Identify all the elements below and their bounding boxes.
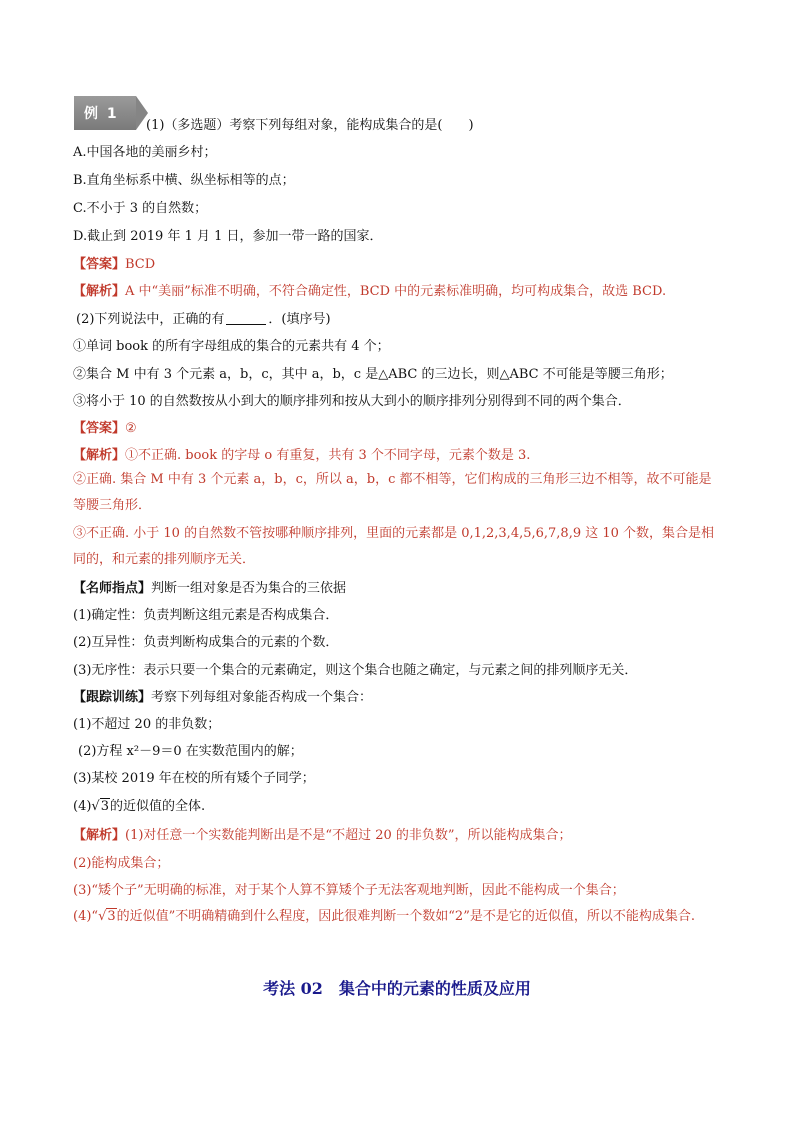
tips-item-3: (3)无序性：表示只要一个集合的元素确定，则这个集合也随之确定，与元素之间的排列顺序无关．: [73, 663, 638, 678]
q1-analysis-tag: 【解析】: [73, 284, 126, 299]
q2-answer-value: ②: [125, 421, 137, 436]
practice-item-4: [73, 798, 205, 816]
practice-analysis-4-prefix: (4)“: [73, 909, 99, 924]
q1-answer-tag: 【答案】: [73, 257, 126, 272]
q2-answer-blank: [226, 324, 266, 325]
practice-analysis-1: [73, 827, 572, 845]
q1-answer-value: BCD: [125, 257, 156, 272]
practice-analysis-tag: 【解析】: [73, 828, 126, 843]
q2-analysis-3: ③不正确. 小于 10 的自然数不管按哪种顺序排列，里面的元素都是 0,1,2,3,4,5,6,7,8,9 这 10 个数，集合是相同的，和元素的排列顺序无关．: [73, 526, 715, 567]
practice-item-2: (2)方程 x²－9＝0 在实数范围内的解；: [78, 744, 303, 759]
q1-analysis-text: A 中“美丽”标准不明确，不符合确定性，BCD 中的元素标准明确，均可构成集合，故选 BCD.: [125, 284, 667, 299]
practice-analysis-2: (2)能构成集合；: [73, 856, 170, 871]
practice-item-4-suffix: 的近似值的全体.: [110, 799, 206, 814]
sqrt-radicand: 3: [100, 799, 109, 814]
sqrt-radical-sign-analysis: √: [98, 909, 107, 924]
q2-stem-start: (2)下列说法中，正确的有: [76, 312, 225, 327]
q2-answer-tag: 【答案】: [73, 421, 126, 436]
sqrt-radical-sign: √: [91, 799, 100, 814]
q1-option-c: C.不小于 3 的自然数；: [73, 201, 208, 216]
sqrt-expression: [91, 798, 110, 816]
q2-analysis-tag: 【解析】: [73, 448, 126, 463]
q2-analysis-1: [73, 447, 530, 465]
sqrt-expression-analysis: [98, 904, 117, 930]
tips-item-2: (2)互异性：负责判断构成集合的元素的个数．: [73, 635, 339, 650]
q1-option-b: B.直角坐标系中横、纵坐标相等的点；: [73, 173, 295, 188]
q1-option-d: D.截止到 2019 年 1 月 1 日，参加一带一路的国家．: [73, 229, 383, 244]
q2-analysis-2: ②正确. 集合 M 中有 3 个元素 a，b，c，所以 a，b，c 都不相等，它们构成的三角形三边不相等，故不可能是等腰三角形．: [73, 472, 712, 513]
tips-tag: 【名师指点】: [73, 581, 152, 596]
practice-heading: [73, 689, 372, 707]
q2-item-3: ③将小于 10 的自然数按从小到大的顺序排列和按从大到小的顺序排列分别得到不同的两个集合．: [73, 394, 631, 409]
q2-item-1: ①单词 book 的所有字母组成的集合的元素共有 4 个；: [73, 339, 390, 354]
sqrt-radicand-analysis: 3: [107, 909, 116, 924]
tips-heading: [73, 580, 346, 598]
practice-stem: 考察下列每组对象能否构成一个集合：: [151, 690, 373, 705]
section-title: 考法 02 集合中的元素的性质及应用: [263, 979, 531, 998]
badge-label: 例 1: [84, 106, 119, 122]
tips-item-1: (1)确定性：负责判断这组元素是否构成集合．: [73, 608, 339, 623]
practice-item-4-prefix: (4): [73, 799, 92, 814]
practice-analysis-4-suffix: 的近似值”不明确精确到什么程度，因此很难判断一个数如“2”是不是它的近似值，所以不能构成集合.: [116, 909, 695, 924]
q1-answer: [73, 256, 155, 274]
q2-item-2: ②集合 M 中有 3 个元素 a，b，c，其中 a，b，c 是△ABC 的三边长，则△ABC 不可能是等腰三角形；: [73, 367, 673, 382]
q2-stem-end: ．(填序号): [268, 312, 331, 327]
practice-item-1: (1)不超过 20 的非负数；: [73, 717, 221, 732]
practice-item-3: (3)某校 2019 年在校的所有矮个子同学；: [73, 771, 315, 786]
practice-analysis-4: [73, 904, 723, 930]
q1-option-a: A.中国各地的美丽乡村；: [73, 145, 217, 160]
q2-analysis-text-1: ①不正确. book 的字母 o 有重复，共有 3 个不同字母，元素个数是 3.: [125, 448, 531, 463]
q1-analysis: [73, 283, 666, 301]
example-badge: [74, 96, 148, 130]
practice-tag: 【跟踪训练】: [73, 690, 152, 705]
q2-stem: [76, 311, 331, 329]
tips-title: 判断一组对象是否为集合的三依据: [151, 581, 347, 596]
practice-analysis-3: (3)“矮个子”无明确的标准，对于某个人算不算矮个子无法客观地判断，因此不能构成一个集合；: [73, 883, 625, 898]
q2-answer: [73, 420, 137, 438]
q1-stem: (1)（多选题）考察下列每组对象，能构成集合的是( ): [146, 118, 474, 133]
practice-analysis-text-1: (1)对任意一个实数能判断出是不是“不超过 20 的非负数”，所以能构成集合；: [125, 828, 572, 843]
